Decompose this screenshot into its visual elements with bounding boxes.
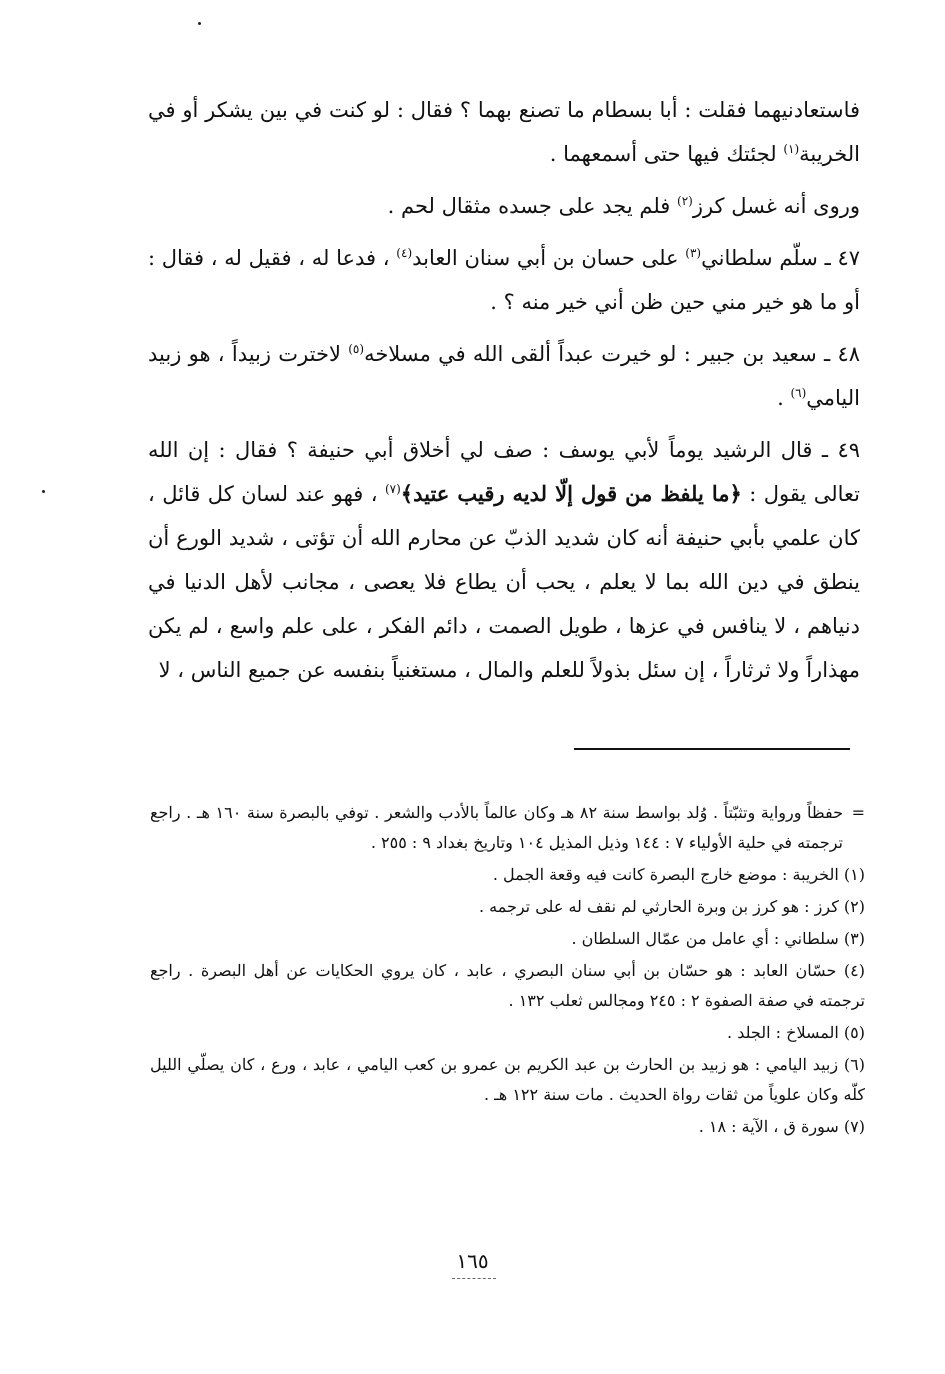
paragraph-1: فاستعادنيهما فقلت : أبا بسطام ما تصنع بهما ؟ فقال : لو كنت في بين يشكر أو في الخريبة$^{(١)}$ لجئتك فيها حتى أسمعهما .	[148, 98, 860, 166]
footnote-continuation: = حفظاً ورواية وتثبّتاً . وُلد بواسط سنة ٨٢ هـ وكان عالماً بالأدب والشعر . توفي بالبصرة سنة ١٦٠ هـ . راجع ترجمته في حلية الأولياء ٧ : ١٤٤ وذيل المذيل ١٠٤ وتاريخ بغداد ٩ : ٢٥٥ .	[150, 798, 865, 858]
footnote-5: (٥) المسلاخ : الجلد .	[727, 1023, 865, 1042]
footnote-ref-2[interactable]: (٢)	[677, 194, 693, 208]
paragraph-49: ٤٩ ـ قال الرشيد يوماً لأبي يوسف : صف لي أخلاق أبي حنيفة ؟ فقال : إن الله تعالى يقول : ﴿ما يلفظ من قول إلّا لديه رقيب عتيد﴾$^{(٧)}$ ، فهو عند لسان كل قائل ، كان علمي بأبي حنيفة أنه كان شديد الذبّ عن محارم الله أن تؤتى ، شديد الورع أن ينطق في دين الله بما لا يعلم ، يحب أن يطاع فلا يعصى ، مجانب لأهل الدنيا في دنياهم ، لا ينافس في عزها ، طويل الصمت ، دائم الفكر ، على علم واسع ، لم يكن مهذاراً ولا ثرثاراً ، إن سئل بذولاً للعلم والمال ، مستغنياً بنفسه عن جميع الناس ، لا	[148, 438, 860, 682]
scan-speck-top	[198, 22, 201, 25]
page-number-underline	[452, 1278, 496, 1279]
footnote-ref-1[interactable]: (١)	[783, 142, 800, 156]
quran-verse: ﴿ما يلفظ من قول إلّا لديه رقيب عتيد﴾	[400, 481, 742, 506]
paragraph-47: ٤٧ ـ سلّم سلطاني$^{(٣)}$ على حسان بن أبي سنان العابد$^{(٤)}$ ، فدعا له ، فقيل له ، فقال : أو ما هو خير مني حين ظن أني خير منه ؟ .	[148, 246, 860, 314]
footnote-ref-3[interactable]: (٣)	[685, 246, 702, 260]
continuation-mark: =	[851, 803, 865, 822]
footnote-7: (٧) سورة ق ، الآية : ١٨ .	[698, 1117, 865, 1136]
footnote-1: (١) الخريبة : موضع خارج البصرة كانت فيه وقعة الجمل .	[492, 865, 865, 884]
footnote-4: (٤) حسّان العابد : هو حسّان بن أبي سنان البصري ، عابد ، كان يروي الحكايات عن أهل البصرة . راجع ترجمته في صفة الصفوة ٢ : ٢٤٥ ومجالس ثعلب ١٣٢ .	[150, 961, 865, 1010]
footnote-ref-6[interactable]: (٦)	[790, 386, 807, 400]
footnote-ref-7[interactable]: (٧)	[384, 482, 401, 496]
footnote-3: (٣) سلطاني : أي عامل من عمّال السلطان .	[571, 929, 865, 948]
footnote-ref-5[interactable]: (٥)	[348, 342, 365, 356]
footnote-separator	[574, 748, 850, 750]
footnote-2: (٢) كرز : هو كرز بن وبرة الحارثي لم نقف له على ترجمه .	[478, 897, 865, 916]
scan-speck-left	[42, 490, 45, 493]
page-number: ١٦٥	[456, 1249, 489, 1273]
paragraph-2: وروى أنه غسل كرز$^{(٢)}$ فلم يجد على جسده مثقال لحم .	[387, 194, 860, 218]
main-text	[148, 88, 860, 700]
footnote-6: (٦) زبيد اليامي : هو زبيد بن الحارث بن عبد الكريم بن عمرو بن كعب اليامي ، عابد ، ورع ، كان يصلّي الليل كلّه وكان علوياً من ثقات رواة الحديث . مات سنة ١٢٢ هـ .	[150, 1055, 865, 1104]
footnote-ref-4[interactable]: (٤)	[396, 246, 413, 260]
paragraph-48: ٤٨ ـ سعيد بن جبير : لو خيرت عبداً ألقى الله في مسلاخه$^{(٥)}$ لاخترت زبيداً ، هو زبيد اليامي$^{(٦)}$ .	[148, 342, 860, 410]
footnotes	[150, 798, 865, 1144]
